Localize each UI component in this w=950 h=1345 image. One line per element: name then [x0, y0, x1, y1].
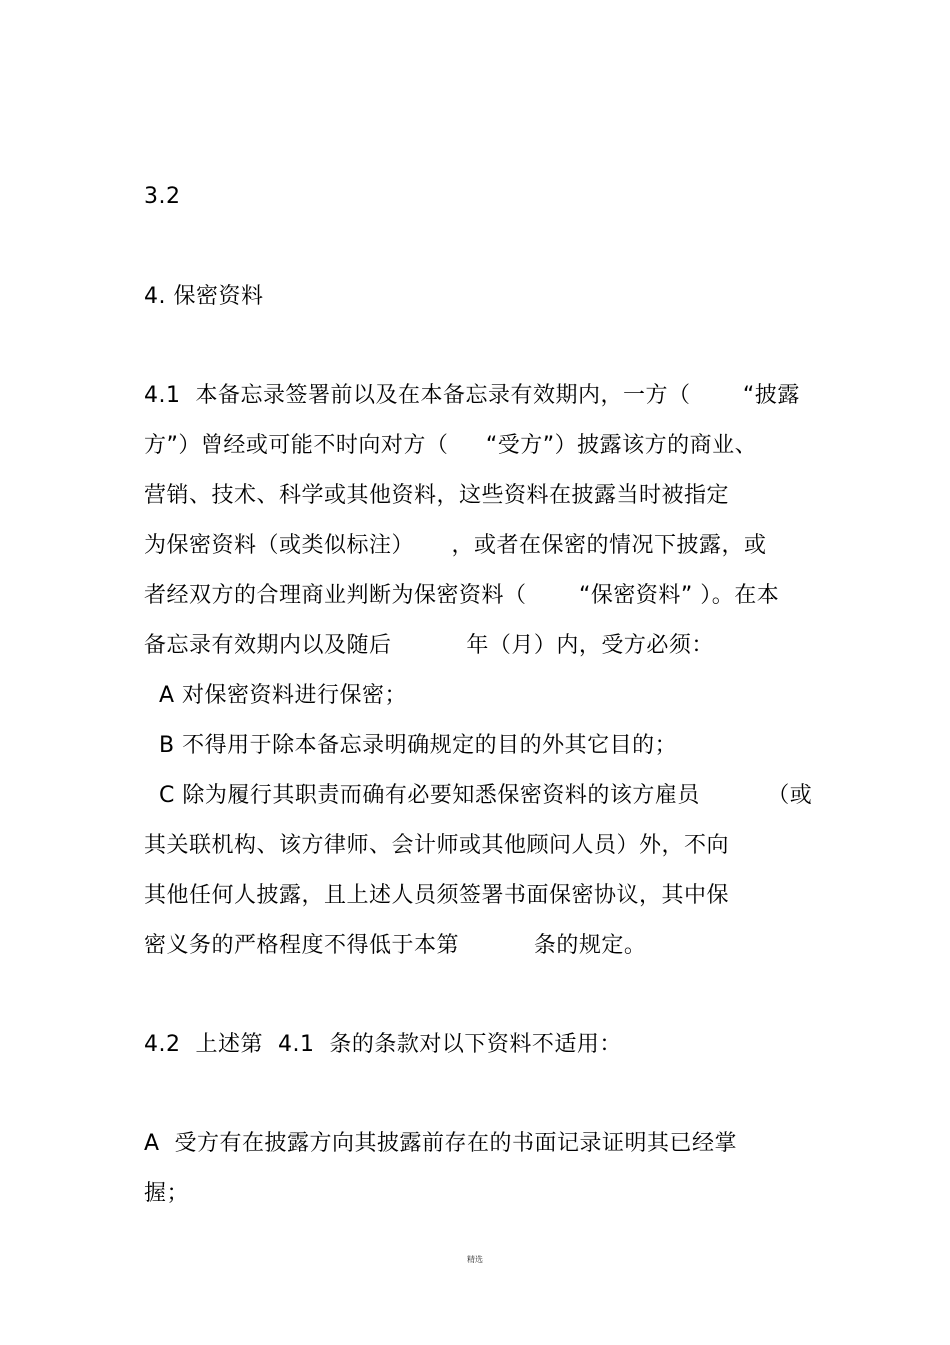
clause-4-1-line: 密义务的严格程度不得低于本第 条的规定。: [144, 933, 647, 958]
clause-4-1-line: 其关联机构、该方律师、会计师或其他顾问人员）外，不向: [144, 833, 730, 858]
section-4-heading: 4. 保密资料: [144, 284, 264, 309]
clause-4-1-item-b: B 不得用于除本备忘录明确规定的目的外其它目的；: [144, 733, 678, 758]
clause-4-1-item-a: A 对保密资料进行保密；: [144, 683, 408, 708]
clause-4-1-line: 者经双方的合理商业判断为保密资料（ “保密资料” ）。在本: [144, 583, 780, 608]
section-3-2-number: 3.2: [144, 184, 181, 209]
clause-4-1-line: 备忘录有效期内以及随后 年（月）内，受方必须：: [144, 633, 714, 658]
clause-4-2: 4.2 上述第 4.1 条的条款对以下资料不适用：: [144, 1032, 622, 1057]
clause-4-1-line: 营销、技术、科学或其他资料，这些资料在披露当时被指定: [144, 483, 730, 508]
clause-4-1-line: 其他任何人披露，且上述人员须签署书面保密协议，其中保: [144, 883, 730, 908]
clause-4-2-item-a-line: A 受方有在披露方向其披露前存在的书面记录证明其已经掌: [144, 1131, 738, 1156]
clause-4-1-line: 为保密资料（或类似标注） ，或者在保密的情况下披露，或: [144, 533, 767, 558]
clause-4-2-item-a-line: 握；: [144, 1181, 190, 1206]
clause-4-1-line: 方”）曾经或可能不时向对方（ “受方”）披露该方的商业、: [144, 433, 758, 458]
page-footer-label: 精选: [467, 1255, 483, 1264]
clause-4-1-item-c: C 除为履行其职责而确有必要知悉保密资料的该方雇员 （或: [144, 783, 813, 808]
clause-4-1-line: 4.1 本备忘录签署前以及在本备忘录有效期内，一方（ “披露: [144, 383, 800, 408]
